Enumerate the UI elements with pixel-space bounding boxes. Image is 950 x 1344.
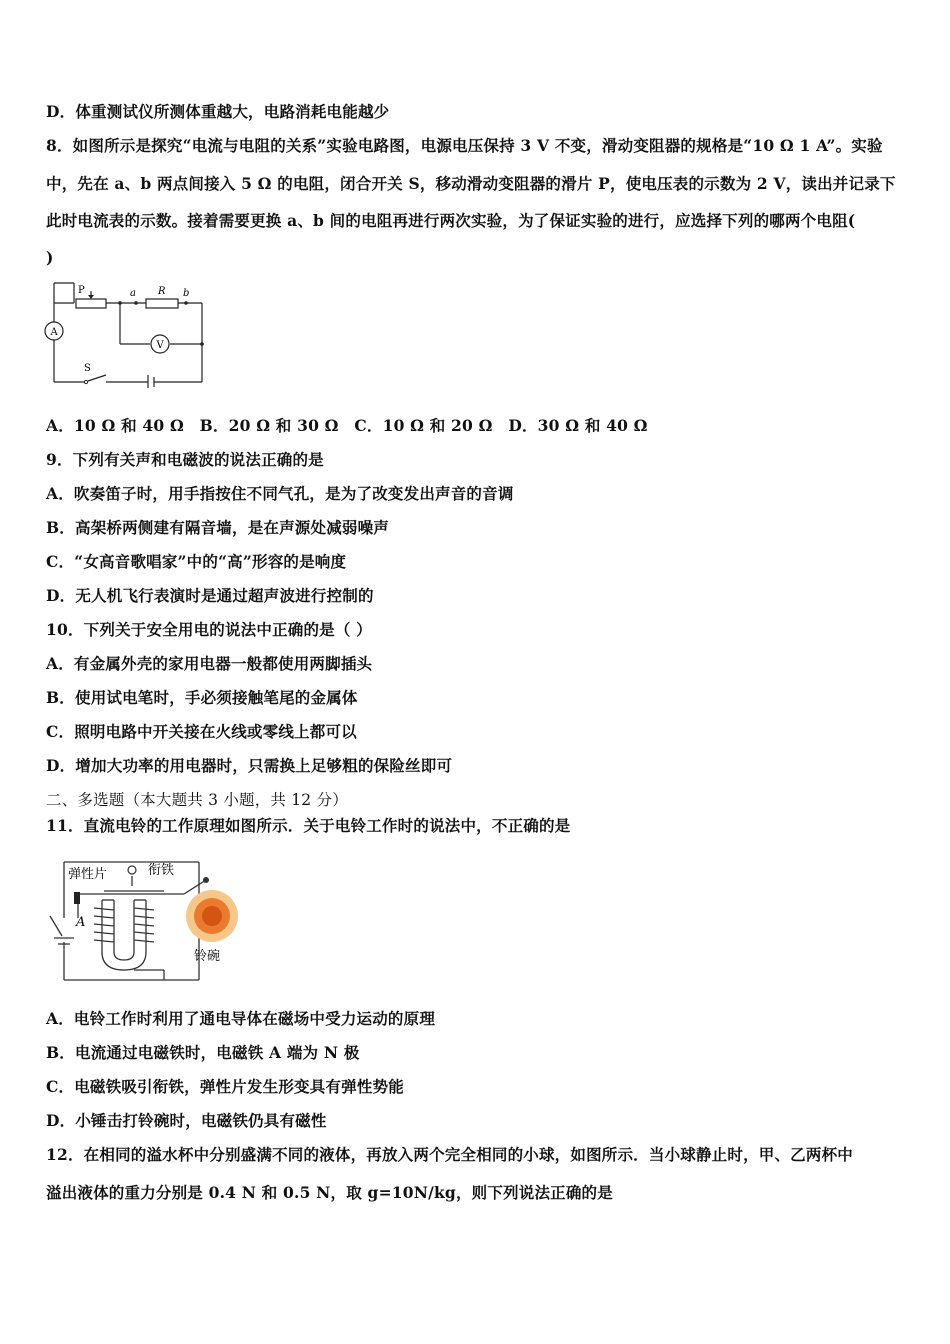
q10-option-b: B．使用试电笔时，手必须接触笔尾的金属体 (46, 688, 358, 707)
q8-label-r: R (158, 286, 166, 297)
q8-circuit-diagram (44, 280, 214, 388)
q11-option-d: D．小锤击打铃碗时，电磁铁仍具有磁性 (46, 1111, 327, 1130)
section-title-multiple-choice: 二、多选题（本大题共 3 小题，共 12 分） (46, 791, 348, 809)
q11-label-armature: 衔铁 (148, 863, 175, 878)
q8-stem-line-1: 8．如图所示是探究“电流与电阻的关系”实验电路图，电源电压保持 3 V 不变，滑动变阻器的规格是“10 Ω 1 A”。实验 (46, 136, 883, 155)
q10-option-d: D．增加大功率的用电器时，只需换上足够粗的保险丝即可 (46, 756, 453, 775)
q8-options: A．10 Ω 和 40 Ω B．20 Ω 和 30 Ω C．10 Ω 和 20 Ω D．30 Ω 和 40 Ω (46, 416, 648, 435)
q10-option-c: C．照明电路中开关接在火线或零线上都可以 (46, 722, 357, 741)
q11-option-b: B．电流通过电磁铁时，电磁铁 A 端为 N 极 (46, 1043, 360, 1062)
q11-option-a: A．电铃工作时利用了通电导体在磁场中受力运动的原理 (46, 1009, 436, 1028)
q11-option-c: C．电磁铁吸引衔铁，弹性片发生形变具有弹性势能 (46, 1077, 404, 1096)
q10-option-a: A．有金属外壳的家用电器一般都使用两脚插头 (46, 654, 373, 673)
q11-label-bell: 铃碗 (194, 949, 221, 964)
q9-option-c: C．“女高音歌唱家”中的“高”形容的是响度 (46, 552, 347, 571)
q9-option-b: B．高架桥两侧建有隔音墙，是在声源处减弱噪声 (46, 518, 390, 537)
q11-stem: 11．直流电铃的工作原理如图所示．关于电铃工作时的说法中，不正确的是 (46, 816, 571, 835)
q8-label-a: a (130, 288, 136, 299)
q11-label-a: A (76, 915, 86, 930)
q9-stem: 9．下列有关声和电磁波的说法正确的是 (46, 450, 324, 469)
q8-voltmeter-label: V (156, 340, 164, 351)
q8-stem-line-3: 此时电流表的示数。接着需要更换 a、b 间的电阻再进行两次实验，为了保证实验的进行，应选择下列的哪两个电阻( (46, 211, 856, 230)
q11-label-spring: 弹性片 (68, 867, 108, 882)
q12-stem-line-2: 溢出液体的重力分别是 0.4 N 和 0.5 N，取 g=10N/kg，则下列说法正确的是 (46, 1183, 613, 1202)
q8-label-b: b (183, 288, 190, 299)
q9-option-a: A．吹奏笛子时，用手指按住不同气孔，是为了改变发出声音的音调 (46, 484, 514, 503)
q8-ammeter-label: A (50, 327, 58, 338)
q7-option-d: D．体重测试仪所测体重越大，电路消耗电能越少 (46, 102, 390, 121)
q10-stem: 10．下列关于安全用电的说法中正确的是（ ） (46, 620, 372, 639)
q8-label-p: P (78, 285, 85, 296)
q8-stem-line-2: 中，先在 a、b 两点间接入 5 Ω 的电阻，闭合开关 S，移动滑动变阻器的滑片 P，使电压表的示数为 2 V，读出并记录下 (46, 174, 896, 193)
q8-label-s: S (84, 363, 91, 374)
q8-stem-line-4: ) (46, 248, 54, 267)
q12-stem-line-1: 12．在相同的溢水杯中分别盛满不同的液体，再放入两个完全相同的小球，如图所示．当小球静止时，甲、乙两杯中 (46, 1145, 853, 1164)
q11-electric-bell-diagram (44, 852, 254, 982)
q9-option-d: D．无人机飞行表演时是通过超声波进行控制的 (46, 586, 374, 605)
